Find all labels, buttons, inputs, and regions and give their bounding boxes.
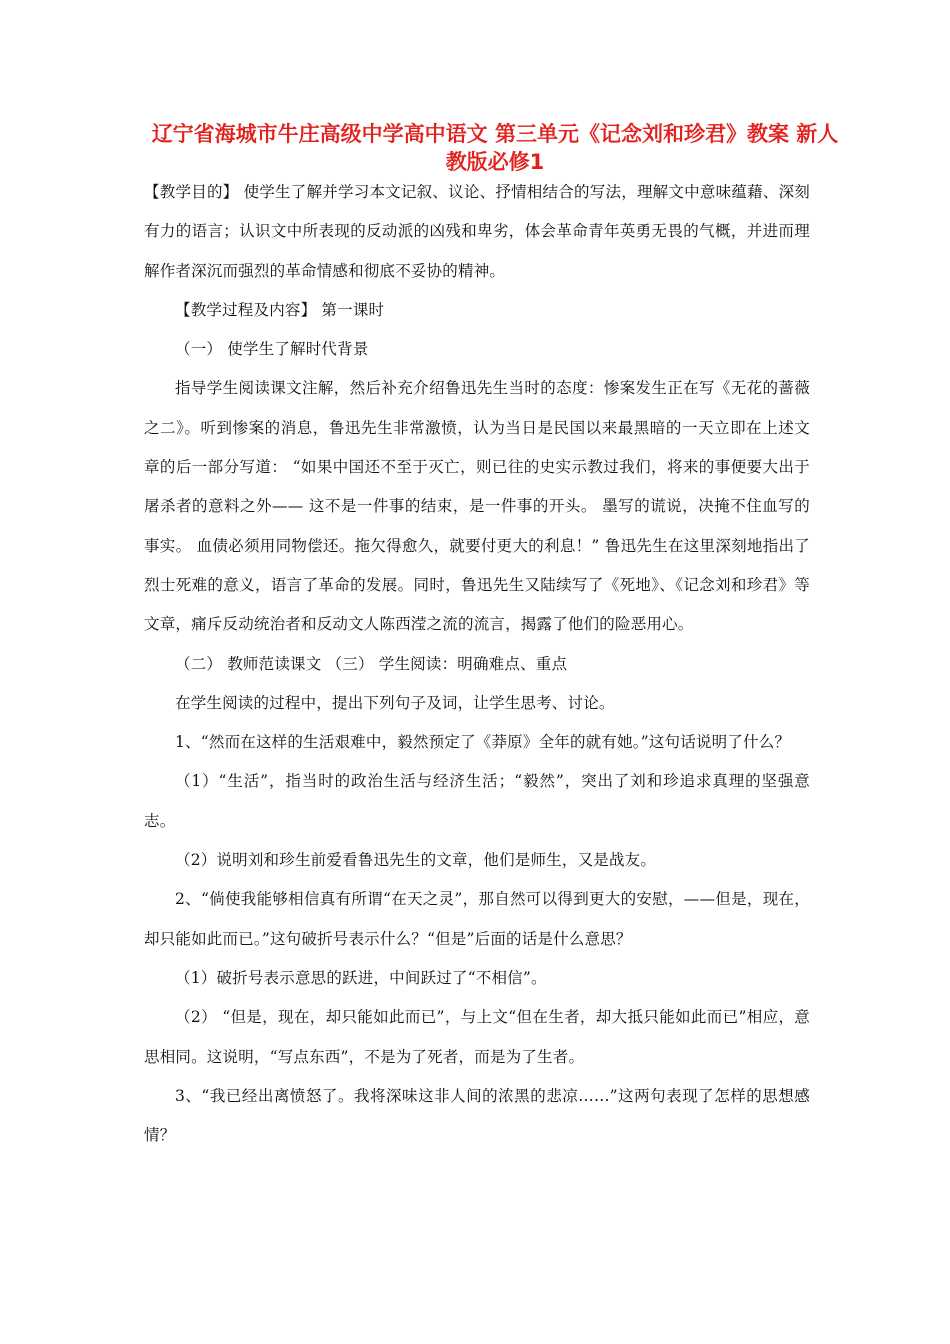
paragraph-answer-1-2: （2）说明刘和珍生前爱看鲁迅先生的文章，他们是师生，又是战友。 [175, 851, 657, 870]
paragraph-background: 指导学生阅读课文注解，然后补充介绍鲁迅先生当时的态度：惨案发生正在写《无花的蔷薇之二》。听到惨案的消息，鲁迅先生非常激愤，认为当日是民国以来最黑暗的一天立即在上述文章的后一部分写道： “如果中国还不至于灭亡，则已往的史实示教过我们，将来的事便要大出于屠杀者的意料之外—— 这不是一件事的结束，是一件事的开头。 墨写的谎说，决掩不住血写的事实。 血债必须用同物偿还。拖欠得愈久，就要付更大的利息！” 鲁迅先生在这里深刻地指出了烈士死难的意义，语言了革命的发展。同时，鲁迅先生又陆续写了《死地》、《记念刘和珍君》等文章，痛斥反动统治者和反动文人陈西滢之流的流言，揭露了他们的险恶用心。 [144, 379, 810, 634]
paragraph-question-1: 1、“然而在这样的生活艰难中，毅然预定了《莽原》全年的就有她。”这句话说明了什么？ [175, 733, 791, 752]
paragraph-answer-2-2: （2） “但是，现在，却只能如此而已”，与上文“但在生者，却大抵只能如此而已”相应，意思相同。这说明，“写点东西”，不是为了死者，而是为了生者。 [144, 1008, 810, 1066]
paragraph-teaching-goal: 【教学目的】 使学生了解并学习本文记叙、议论、抒情相结合的写法，理解文中意味蕴藉、深刻有力的语言；认识文中所表现的反动派的凶残和卑劣，体会革命青年英勇无畏的气概，并进而理解作者深沉而强烈的革命情感和彻底不妥协的精神。 [144, 183, 810, 280]
document-title: 辽宁省海城市牛庄高级中学高中语文 第三单元《记念刘和珍君》教案 新人教版必修1 [151, 122, 839, 174]
paragraph-reading-intro: 在学生阅读的过程中，提出下列句子及词，让学生思考、讨论。 [175, 693, 615, 712]
paragraph-answer-1-1: （1）“生活”，指当时的政治生活与经济生活；“毅然”，突出了刘和珍追求真理的坚强意志。 [144, 772, 810, 830]
document-body [144, 173, 810, 1155]
paragraph-section-2-3: （二） 教师范读课文 （三） 学生阅读：明确难点、重点 [175, 654, 568, 673]
paragraph-answer-2-1: （1）破折号表示意思的跃进，中间跃过了“不相信”。 [175, 968, 547, 987]
paragraph-question-2: 2、“倘使我能够相信真有所谓“在天之灵”，那自然可以得到更大的安慰，——但是，现在，却只能如此而已。”这句破折号表示什么？“但是”后面的话是什么意思？ [144, 890, 810, 948]
paragraph-question-3: 3、“我已经出离愤怒了。我将深味这非人间的浓黑的悲凉……”这两句表现了怎样的思想感情？ [144, 1086, 810, 1145]
paragraph-section-1: （一） 使学生了解时代背景 [175, 340, 369, 359]
paragraph-process-heading: 【教学过程及内容】 第一课时 [175, 300, 385, 319]
